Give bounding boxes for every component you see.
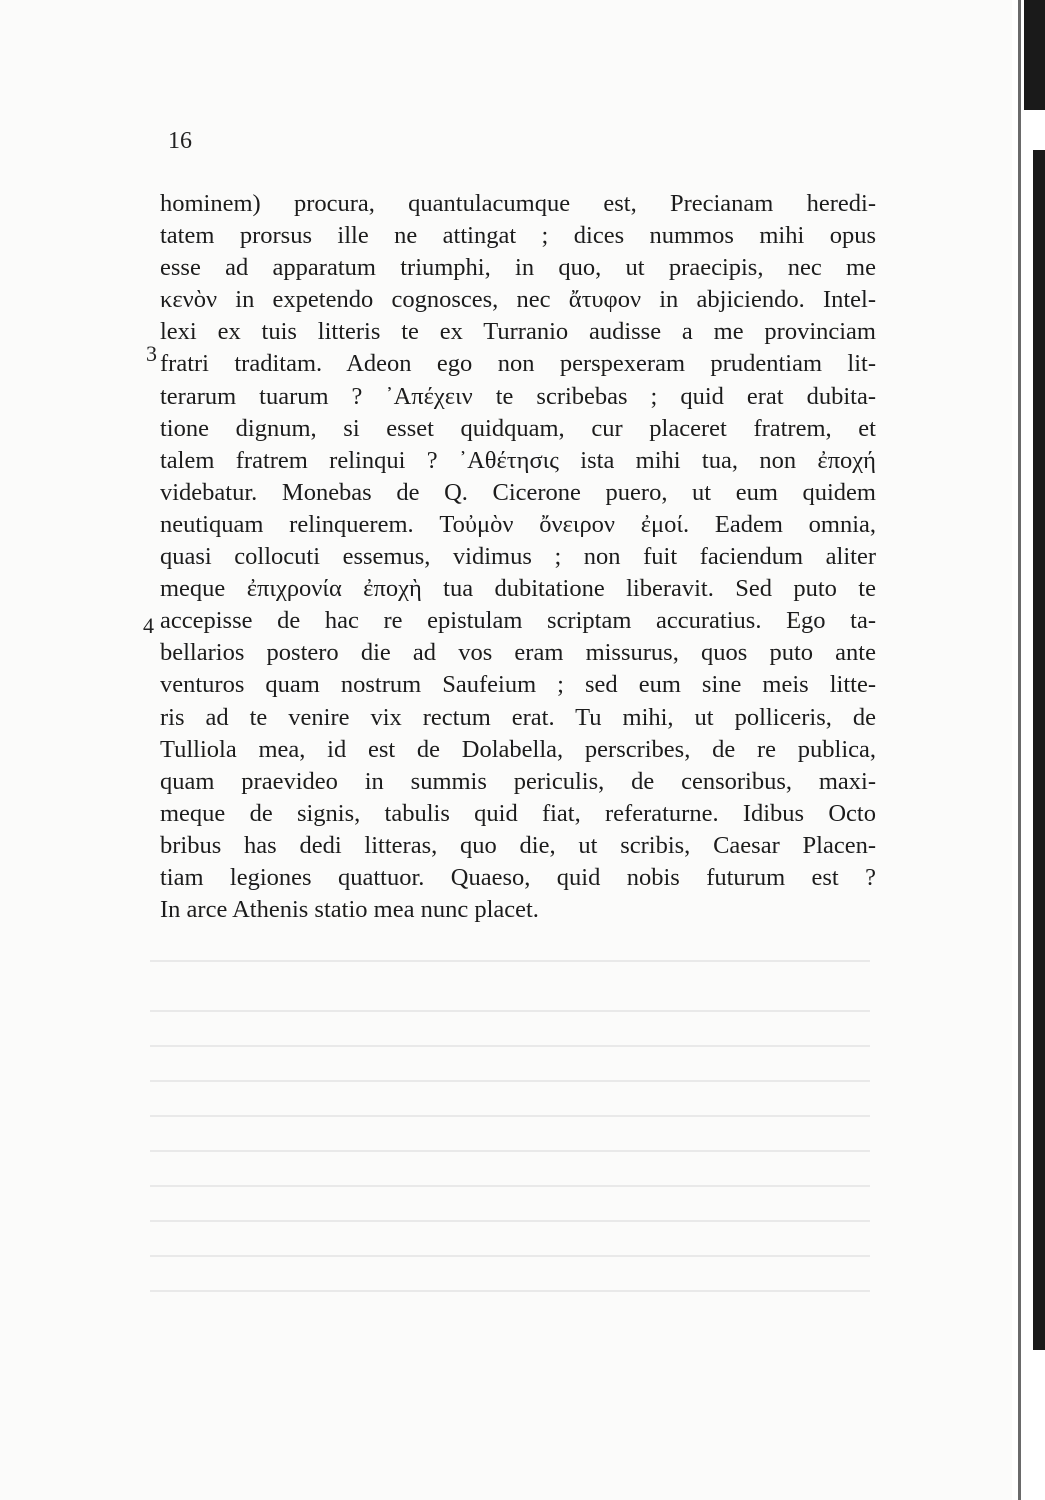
show-through-line: [150, 1255, 870, 1257]
text-line: ris ad te venire vix rectum erat. Tu mihi, ut polliceris, de: [160, 703, 876, 731]
text-line: venturos quam nostrum Saufeium ; sed eum sine meis litte-: [160, 671, 876, 699]
show-through-line: [150, 1080, 870, 1082]
text-line: Tulliola mea, id est de Dolabella, perscribes, de re publica,: [160, 735, 876, 763]
text-line: tione dignum, si esset quidquam, cur placeret fratrem, et: [160, 414, 876, 442]
text-line: meque ἐπιχρονία ἐποχὴ tua dubitatione liberavit. Sed puto te: [160, 575, 876, 603]
text-line: bellarios postero die ad vos eram missurus, quos puto ante: [160, 639, 876, 667]
binding-shadow: [1024, 0, 1045, 110]
text-line: terarum tuarum ? ᾽Απέχειν te scribebas ; quid erat dubita-: [160, 382, 876, 410]
page-edge-line: [1018, 0, 1021, 1500]
margin-section-number: 4: [143, 613, 154, 638]
text-line: κενὸν in expetendo cognosces, nec ἄτυφον in abjiciendo. Intel-: [160, 286, 876, 314]
show-through-line: [150, 1150, 870, 1152]
show-through-line: [150, 1220, 870, 1222]
text-line: hominem) procura, quantulacumque est, Precianam heredi-: [160, 190, 876, 217]
text-line: esse ad apparatum triumphi, in quo, ut praecipis, nec me: [160, 254, 876, 282]
text-line: talem fratrem relinqui ? ᾽Αθέτησις ista mihi tua, non ἐποχή: [160, 446, 876, 474]
text-line: lexi ex tuis litteris te ex Turranio audisse a me provinciam: [160, 318, 876, 346]
text-line: quam praevideo in summis periculis, de censoribus, maxi-: [160, 767, 876, 795]
margin-section-number: 3: [146, 341, 157, 366]
text-line: bribus has dedi litteras, quo die, ut scribis, Caesar Placen-: [160, 831, 876, 859]
text-line: neutiquam relinquerem. Τοὐμὸν ὄνειρον ἐμοί. Eadem omnia,: [160, 510, 876, 538]
show-through-line: [150, 1185, 870, 1187]
binding-shadow: [1033, 150, 1045, 1350]
text-line: tatem prorsus ille ne attingat ; dices nummos mihi opus: [160, 222, 876, 250]
show-through-line: [150, 960, 870, 962]
text-line: accepisse de hac re epistulam scriptam accuratius. Ego ta-: [160, 607, 876, 635]
text-line: meque de signis, tabulis quid fiat, referaturne. Idibus Octo: [160, 799, 876, 827]
text-line: videbatur. Monebas de Q. Cicerone puero, ut eum quidem: [160, 478, 876, 506]
text-line: tiam legiones quattuor. Quaeso, quid nobis futurum est ?: [160, 863, 876, 891]
page-number: 16: [168, 128, 192, 154]
show-through-line: [150, 1045, 870, 1047]
text-line: In arce Athenis statio mea nunc placet.: [160, 896, 539, 924]
text-line: fratri traditam. Adeon ego non perspexeram prudentiam lit-: [160, 350, 876, 378]
text-line: quasi collocuti essemus, vidimus ; non fuit faciendum aliter: [160, 543, 876, 571]
show-through-line: [150, 1115, 870, 1117]
show-through-line: [150, 1010, 870, 1012]
body-text: [160, 188, 876, 926]
show-through-line: [150, 1290, 870, 1292]
